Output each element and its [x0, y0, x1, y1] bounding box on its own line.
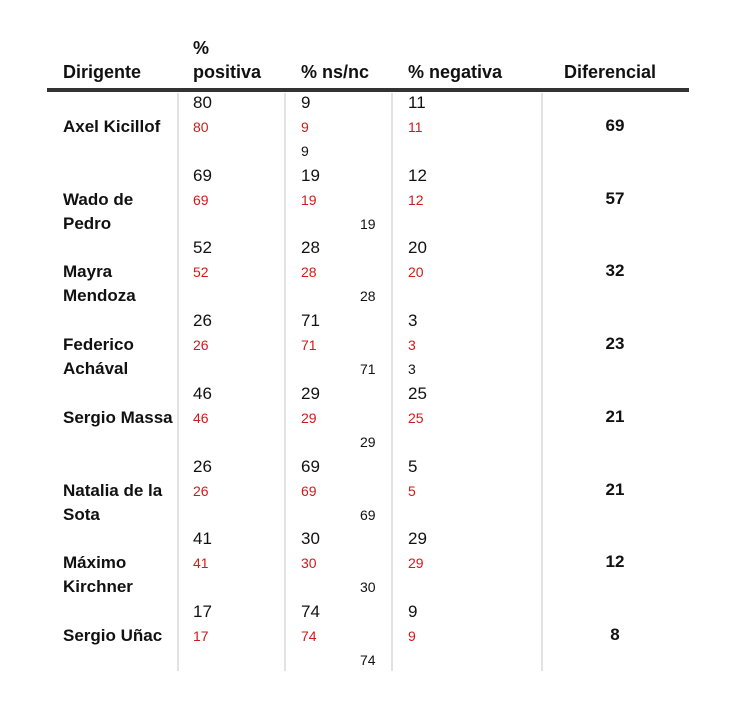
- nsnc-segment-label: 9: [301, 143, 309, 159]
- header-positiva-line1: %: [193, 38, 210, 58]
- diferencial-value: 21: [605, 406, 625, 426]
- table-row: [47, 166, 689, 238]
- nsnc-value: 9: [301, 93, 311, 112]
- dirigente-name: Mayra Mendoza: [63, 262, 136, 306]
- header-rule: [47, 88, 689, 92]
- positiva-value: 46: [193, 383, 212, 403]
- nsnc-value: 19: [301, 165, 320, 185]
- positiva-value: 80: [193, 93, 212, 112]
- negativa-value: 12: [408, 165, 427, 185]
- positiva-label: 52: [193, 264, 209, 281]
- negativa-label: 29: [408, 555, 424, 572]
- header-negativa: % negativa: [408, 62, 503, 82]
- nsnc-label: 28: [301, 264, 317, 281]
- positiva-label: 41: [193, 555, 209, 572]
- diferencial-value: 32: [605, 261, 625, 281]
- positiva-value: 41: [193, 529, 212, 549]
- nsnc-label: 69: [301, 482, 317, 499]
- negativa-label: 3: [408, 337, 416, 354]
- diferencial-value: 8: [610, 624, 620, 644]
- nsnc-label: 19: [301, 191, 317, 208]
- diferencial-value: 69: [605, 116, 625, 135]
- dirigente-name: Sergio Massa: [63, 407, 173, 427]
- negativa-label: 25: [408, 409, 424, 426]
- nsnc-label: 71: [301, 337, 317, 354]
- negativa-value: 3: [408, 311, 418, 331]
- header-dirigente: Dirigente: [63, 62, 142, 82]
- positiva-label: 26: [193, 337, 209, 354]
- table-row: [47, 93, 689, 165]
- negativa-label: 11: [408, 119, 423, 135]
- table-row: [47, 238, 689, 310]
- positiva-label: 17: [193, 627, 209, 644]
- table-row: [47, 529, 689, 601]
- dirigente-name: Wado de Pedro: [63, 189, 134, 233]
- nsnc-segment-label: 29: [360, 433, 376, 450]
- nsnc-segment-label: 30: [360, 579, 376, 596]
- positiva-label: 69: [193, 191, 209, 208]
- negativa-label: 12: [408, 191, 424, 208]
- diferencial-value: 12: [605, 552, 625, 572]
- nsnc-label: 29: [301, 409, 317, 426]
- negativa-label: 5: [408, 482, 416, 499]
- dirigente-name: Federico Achával: [63, 335, 134, 379]
- nsnc-label: 9: [301, 119, 309, 135]
- nsnc-value: 74: [301, 601, 320, 621]
- nsnc-segment-label: 28: [360, 288, 376, 305]
- positiva-value: 52: [193, 238, 212, 258]
- positiva-value: 26: [193, 311, 212, 331]
- header-positiva: [193, 36, 283, 84]
- data-table: [47, 0, 689, 720]
- dirigente-name: Sergio Uñac: [63, 625, 163, 645]
- positiva-value: 26: [193, 456, 212, 476]
- nsnc-value: 30: [301, 529, 320, 549]
- dirigente-name: Natalia de la Sota: [63, 480, 163, 524]
- nsnc-segment-label: 74: [360, 651, 376, 668]
- dirigente-name: Axel Kicillof: [63, 117, 161, 136]
- negativa-value: 29: [408, 529, 427, 549]
- nsnc-segment-label: 71: [360, 361, 376, 378]
- positiva-value: 69: [193, 165, 212, 185]
- nsnc-value: 29: [301, 383, 320, 403]
- negativa-value: 20: [408, 238, 427, 258]
- table-row: [47, 311, 689, 383]
- diferencial-value: 57: [605, 188, 625, 208]
- negativa-value: 11: [408, 93, 426, 112]
- table-row: [47, 457, 689, 529]
- nsnc-label: 74: [301, 627, 317, 644]
- negativa-value: 5: [408, 456, 418, 476]
- diferencial-value: 21: [605, 479, 625, 499]
- positiva-label: 46: [193, 409, 209, 426]
- dirigente-name: Máximo Kirchner: [63, 553, 133, 597]
- negativa-value: 25: [408, 383, 427, 403]
- nsnc-label: 30: [301, 555, 317, 572]
- table-row: [47, 602, 689, 674]
- negativa-label: 9: [408, 627, 416, 644]
- nsnc-value: 71: [301, 311, 320, 331]
- nsnc-segment-label: 69: [360, 506, 376, 523]
- nsnc-value: 69: [301, 456, 320, 476]
- header-nsnc: % ns/nc: [301, 62, 370, 82]
- header-diferencial: Diferencial: [564, 62, 657, 82]
- diferencial-value: 23: [605, 334, 625, 354]
- nsnc-segment-label: 19: [360, 215, 376, 232]
- negativa-label: 20: [408, 264, 424, 281]
- negativa-value: 9: [408, 601, 418, 621]
- table-row: [47, 384, 689, 456]
- header-positiva-line2: positiva: [193, 62, 262, 82]
- positiva-label: 80: [193, 119, 209, 135]
- positiva-value: 17: [193, 601, 212, 621]
- negativa-segment-label: 3: [408, 361, 416, 378]
- nsnc-value: 28: [301, 238, 320, 258]
- positiva-label: 26: [193, 482, 209, 499]
